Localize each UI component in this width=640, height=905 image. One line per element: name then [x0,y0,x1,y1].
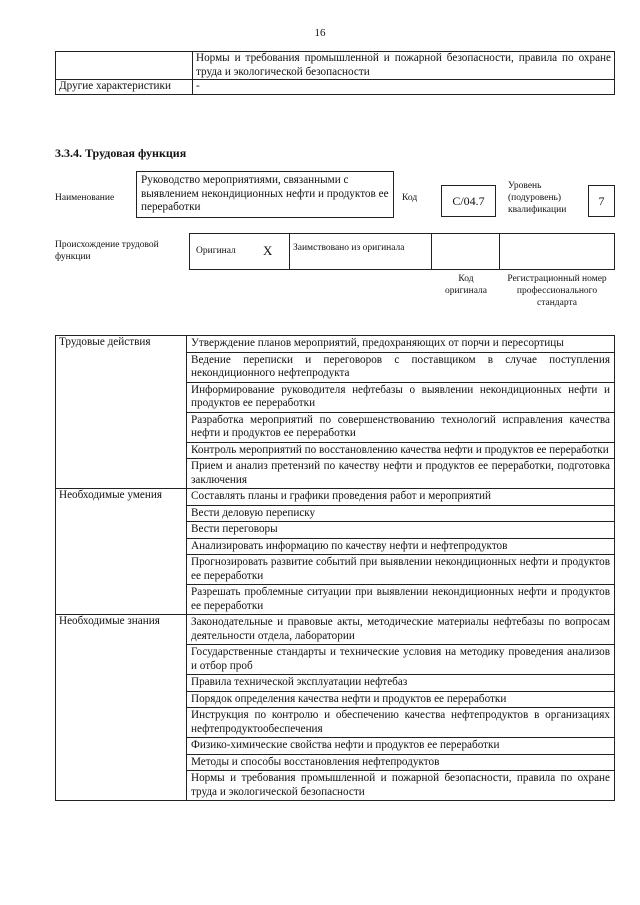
table-row [56,52,615,80]
list-item: Правила технической эксплуатации нефтебаз [187,675,615,692]
code-value: C/04.7 [441,185,496,217]
group-title: Необходимые знания [56,615,187,801]
list-item: Составлять планы и графики проведения работ и мероприятий [187,489,615,506]
page-number: 16 [314,27,326,39]
table-row [56,336,615,353]
list-item: Законодательные и правовые акты, методические материалы нефтебазы по вопросам деятельности отдела, лаборатории [187,615,615,645]
list-item: Ведение переписки и переговоров с поставщиком в случае поступления некондиционного нефтепродукта [187,352,615,382]
code-caption: Код оригинала [445,274,487,296]
list-item: Анализировать информацию по качеству нефти и нефтепродуктов [187,538,615,555]
code-label: Код [402,193,418,203]
table-row [56,80,615,95]
list-item: Физико-химические свойства нефти и продуктов ее переработки [187,738,615,755]
list-item: Утверждение планов мероприятий, предохраняющих от порчи и пересортицы [187,336,615,353]
function-name: Руководство мероприятиями, связанными с выявлением некондиционных нефти и продуктов ее переработки [136,171,394,218]
list-item: Государственные стандарты и технические условия на методику проведения анализов и отбор проб [187,645,615,675]
list-item: Нормы и требования промышленной и пожарной безопасности, правила по охране труда и экологической безопасности [187,771,615,801]
list-item: Вести переговоры [187,522,615,539]
original-label: Оригинал [196,246,236,256]
borrowed-label: Заимствовано из оригинала [293,243,405,253]
list-item: Разрешать проблемные ситуации при выявлении некондиционных нефти и продуктов ее переработки [187,585,615,615]
list-item: Порядок определения качества нефти и продуктов ее переработки [187,691,615,708]
name-label: Наименование [55,193,115,203]
section-title: 3.3.4. Трудовая функция [55,146,187,160]
list-item: Прогнозировать развитие событий при выявлении некондиционных нефти и продуктов ее переработки [187,555,615,585]
original-cell [189,233,290,270]
list-item: Вести деловую переписку [187,505,615,522]
continuation-table [55,51,615,95]
original-mark: X [263,243,273,258]
list-item: Методы и способы восстановления нефтепродуктов [187,754,615,771]
row-value: Нормы и требования промышленной и пожарной безопасности, правила по охране труда и экологической безопасности [193,52,615,80]
reg-caption: Регистрационный номер профессионального стандарта [507,274,607,308]
table-row [56,615,615,645]
list-item: Инструкция по контролю и обеспечению качества нефтепродуктов в организациях нефтепродуктообеспечения [187,708,615,738]
row-label [56,52,193,80]
level-label: Уровень (подуровень) квалификации [508,181,567,215]
group-title: Трудовые действия [56,336,187,489]
borrowed-cell [289,233,432,270]
row-value: - [193,80,615,95]
group-title: Необходимые умения [56,489,187,615]
row-label: Другие характеристики [56,80,193,95]
list-item: Разработка мероприятий по совершенствованию технологий исправления качества нефти и продуктов ее переработки [187,412,615,442]
origin-label: Происхождение трудовой функции [55,240,159,262]
origin-code-cell [431,233,500,270]
list-item: Прием и анализ претензий по качеству нефти и продуктов ее переработки, подготовка заключения [187,459,615,489]
table-row [56,489,615,506]
list-item: Контроль мероприятий по восстановлению качества нефти и продуктов ее переработки [187,442,615,459]
list-item: Информирование руководителя нефтебазы о выявлении некондиционных нефти и продуктов ее переработки [187,382,615,412]
reg-number-cell [499,233,615,270]
function-table [55,335,615,801]
level-value: 7 [588,185,615,217]
